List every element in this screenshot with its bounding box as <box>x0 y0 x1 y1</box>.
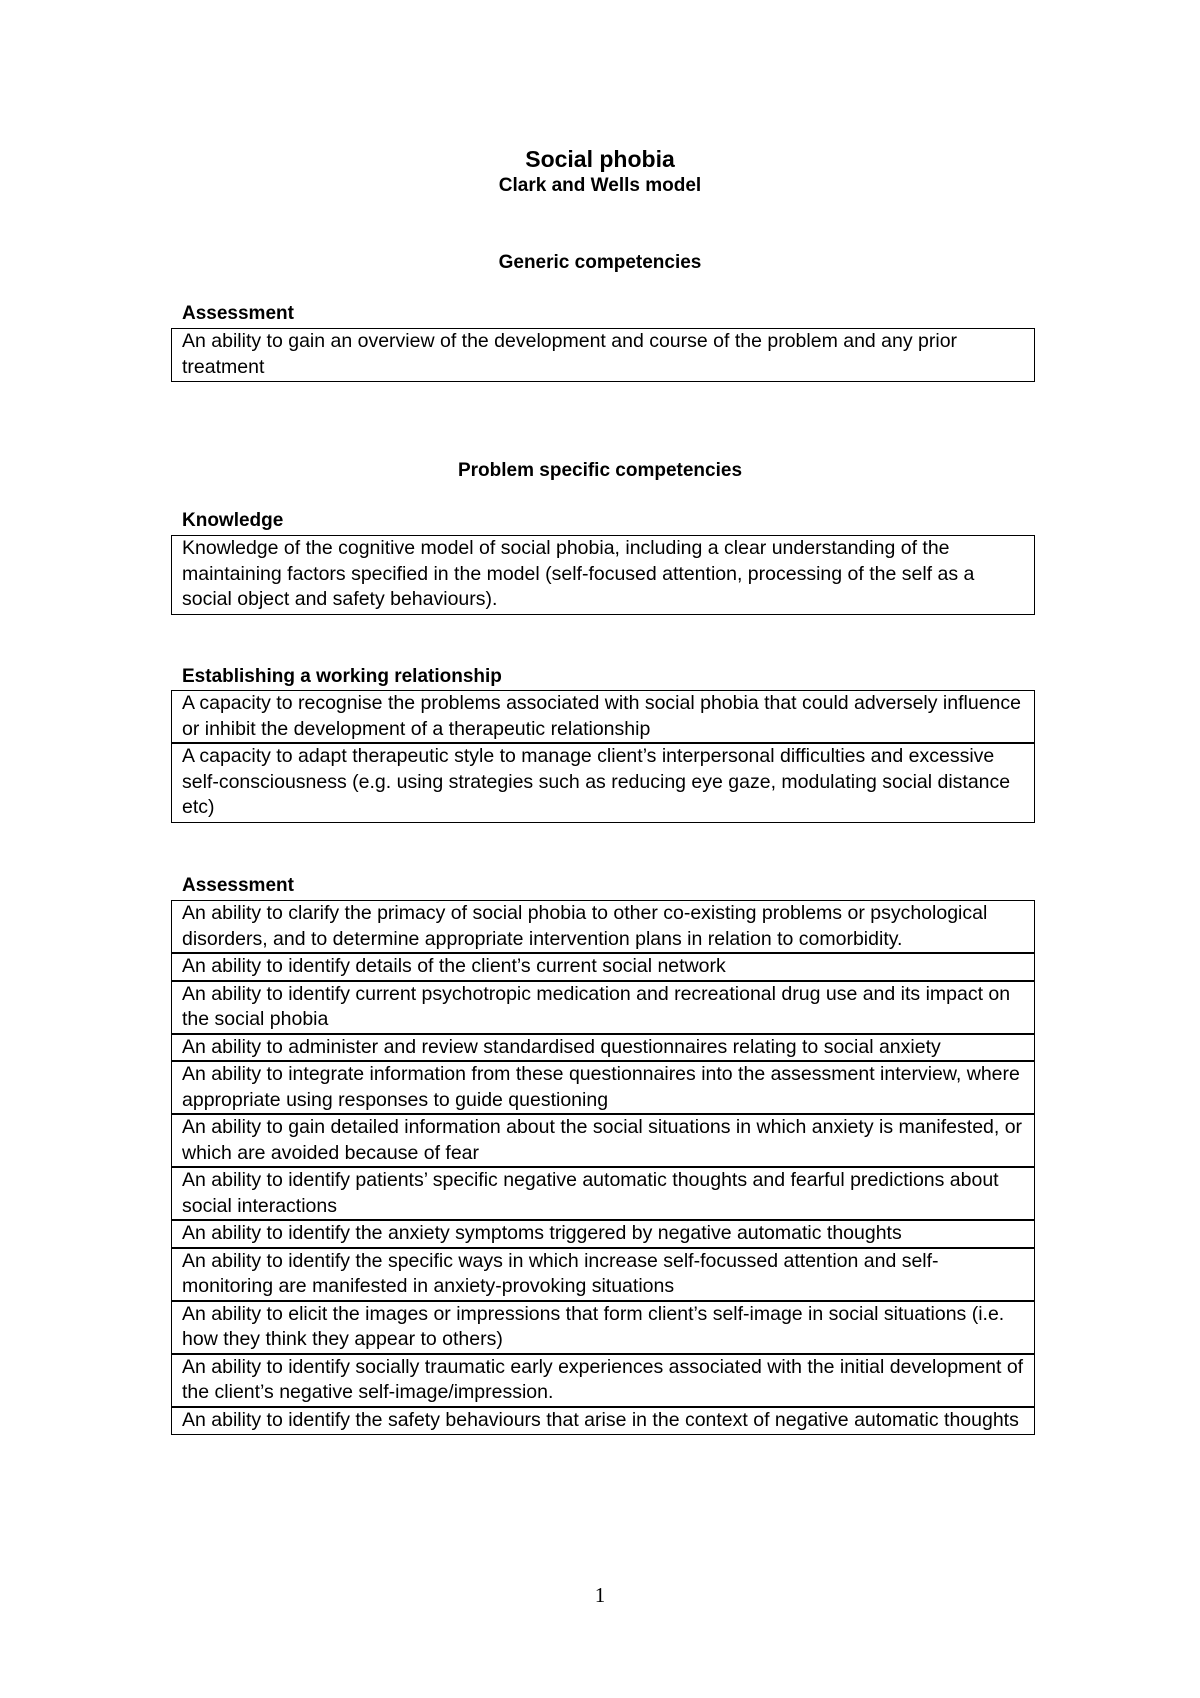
table-row: An ability to identify the safety behaviours that arise in the context of negative automatic thoughts <box>172 1406 1034 1435</box>
table-row: An ability to identify the anxiety symptoms triggered by negative automatic thoughts <box>172 1219 1034 1247</box>
table-row: An ability to gain detailed information about the social situations in which anxiety is manifested, or which are avoided because of fear <box>172 1113 1034 1166</box>
knowledge-table <box>171 535 1035 615</box>
table-row: An ability to elicit the images or impressions that form client’s self-image in social situations (i.e. how they think they appear to others) <box>172 1300 1034 1353</box>
table-row: An ability to clarify the primacy of social phobia to other co-existing problems or psychological disorders, and to determine appropriate intervention plans in relation to comorbidity. <box>182 902 988 950</box>
page-subtitle: Clark and Wells model <box>498 175 702 196</box>
generic-assessment-table <box>171 328 1035 382</box>
table-row: An ability to gain an overview of the development and course of the problem and any prior treatment <box>182 330 958 378</box>
table-row: An ability to identify patients’ specific negative automatic thoughts and fearful predictions about social interactions <box>172 1166 1034 1219</box>
page-title: Social phobia <box>525 146 675 172</box>
table-row: An ability to identify details of the client’s current social network <box>172 952 1034 980</box>
page-number: 1 <box>594 1583 606 1607</box>
table-row: Knowledge of the cognitive model of social phobia, including a clear understanding of the maintaining factors specified in the model (self-focused attention, processing of the self as a social object and safety behaviours). <box>182 537 975 610</box>
specific-assessment-table <box>171 900 1035 1435</box>
table-row: An ability to identify current psychotropic medication and recreational drug use and its impact on the social phobia <box>172 980 1034 1033</box>
knowledge-label: Knowledge <box>182 510 284 531</box>
table-row: An ability to identify the specific ways in which increase self-focussed attention and self-monitoring are manifested in anxiety-provoking situations <box>172 1247 1034 1300</box>
table-row: An ability to administer and review standardised questionnaires relating to social anxiety <box>172 1033 1034 1061</box>
table-row: An ability to integrate information from these questionnaires into the assessment interview, where appropriate using responses to guide questioning <box>172 1060 1034 1113</box>
generic-competencies-heading: Generic competencies <box>498 252 702 273</box>
problem-specific-heading: Problem specific competencies <box>457 460 743 481</box>
generic-assessment-label: Assessment <box>182 303 294 324</box>
table-row: A capacity to recognise the problems associated with social phobia that could adversely influence or inhibit the development of a therapeutic relationship <box>182 692 1021 740</box>
table-row: An ability to identify socially traumatic early experiences associated with the initial development of the client’s negative self-image/impression. <box>172 1353 1034 1406</box>
specific-assessment-label: Assessment <box>182 875 294 896</box>
table-row: A capacity to adapt therapeutic style to manage client’s interpersonal difficulties and excessive self-consciousness (e.g. using strategies such as reducing eye gaze, modulating social distance etc) <box>172 742 1034 822</box>
working-relationship-table <box>171 690 1035 823</box>
working-relationship-label: Establishing a working relationship <box>182 666 502 687</box>
